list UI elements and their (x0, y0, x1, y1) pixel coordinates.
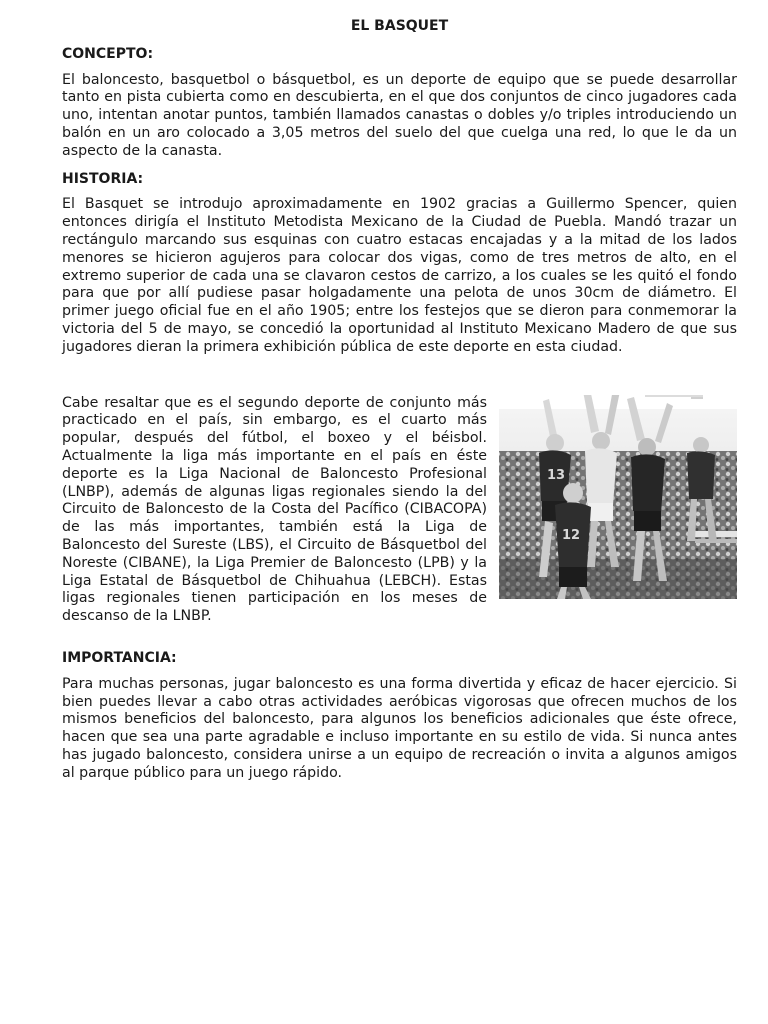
historia-second-paragraph: Cabe resaltar que es el segundo deporte de conjunto más practicado en el país, sin embargo, es el cuarto más popular, después del fútbol, el boxeo y el béisbol. Actualmente la liga más importante en el país en éste deporte es la Liga Nacional de Baloncesto Profesional (LNBP), además de algunas ligas regionales siendo la del Circuito de Baloncesto de la Costa del Pacífico (CIBACOPA) de las más importantes, también está la Liga de Baloncesto del Sureste (LBS), el Circuito de Básquetbol del Noreste (CIBANE), la Liga Premier de Baloncesto (LPB) y la Liga Estatal de Básquetbol de Chihuahua (LEBCH). Estas ligas regionales tienen participación en los meses de descanso de la LNBP. (62, 394, 487, 625)
importancia-paragraph: Para muchas personas, jugar baloncesto es una forma divertida y eficaz de hacer ejercicio. Si bien puedes llevar a cabo otras actividades aeróbicas vigorosas que ofrecen muchos de los mismos beneficios del baloncesto, para algunos los beneficios adicionales que éste ofrece, hacen que sea una parte agradable e incluso importante en su estilo de vida. Si nunca antes has jugado baloncesto, considera unirse a un equipo de recreación o invita a algunos amigos al parque público para un juego rápido. (62, 675, 737, 781)
historia-paragraph: El Basquet se introdujo aproximadamente en 1902 gracias a Guillermo Spencer, quien entonces dirigía el Instituto Metodista Mexicano de la Ciudad de Puebla. Mandó trazar un rectángulo marcando sus esquinas con cuatro estacas encajadas y a la mitad de los lados menores se hicieron agujeros para colocar dos vigas, como de tres metros de alto, en el extremo superior de cada una se clavaron cestos de carrizo, a los cuales se les quitó el fondo para que por allí pudiese pasar holgadamente una pelota de unos 30cm de diámetro. El primer juego oficial fue en el año 1905; entre los festejos que se dieron para conmemorar la victoria del 5 de mayo, se concedió la oportunidad al Instituto Mexicano Madero de que sus jugadores dieran la primera exhibición pública de este deporte en esta ciudad. (62, 196, 737, 355)
historia-continued-block (62, 395, 737, 626)
svg-text:13: 13 (547, 467, 566, 483)
svg-text:12: 12 (562, 527, 581, 543)
document-title: EL BASQUET (350, 18, 449, 34)
concepto-heading: CONCEPTO: (62, 45, 154, 62)
basketball-photo (495, 395, 737, 601)
historia-heading: HISTORIA: (62, 170, 144, 187)
importancia-heading: IMPORTANCIA: (62, 649, 177, 666)
document-page (62, 14, 737, 792)
basketball-photo-image (495, 395, 737, 601)
concepto-paragraph: El baloncesto, basquetbol o básquetbol, es un deporte de equipo que se puede desarrollar tanto en pista cubierta como en descubierta, en el que dos conjuntos de cinco jugadores cada uno, intentan anotar puntos, también llamados canastas o dobles y/o triples introduciendo un balón en un aro colocado a 3,05 metros del suelo del que cuelga una red, lo que le da un aspecto de la canasta. (62, 71, 737, 159)
